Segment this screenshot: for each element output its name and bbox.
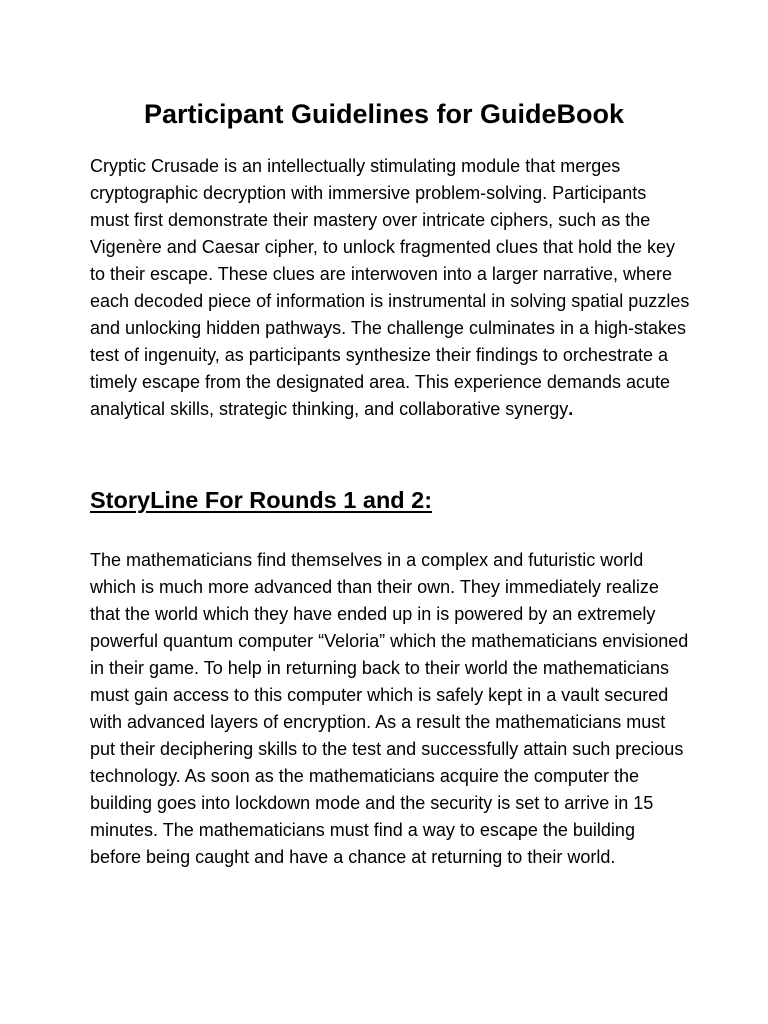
storyline-heading: StoryLine For Rounds 1 and 2: — [90, 487, 433, 513]
intro-paragraph — [90, 153, 690, 423]
document-title: Participant Guidelines for GuideBook — [143, 99, 625, 129]
storyline-paragraph: The mathematicians find themselves in a complex and futuristic world which is much more advanced than their own. They immediately realize that the world which they have ended up in is powered by an extremely powerful quantum computer “Veloria” which the mathematicians envisioned in their game. To help in returning back to their world the mathematicians must gain access to this computer which is safely kept in a vault secured with advanced layers of encryption. As a result the mathematicians must put their deciphering skills to the test and successfully attain such precious technology. As soon as the mathematicians acquire the computer the building goes into lockdown mode and the security is set to arrive in 15 minutes. The mathematicians must find a way to escape the building before being caught and have a chance at returning to their world. — [90, 550, 689, 867]
intro-end-mark: . — [568, 399, 574, 419]
intro-text: Cryptic Crusade is an intellectually stimulating module that merges cryptographic decryption with immersive problem-solving. Participants must first demonstrate their mastery over intricate ciphers, such as the Vigenère and Caesar cipher, to unlock fragmented clues that hold the key to their escape. These clues are interwoven into a larger narrative, where each decoded piece of information is instrumental in solving spatial puzzles and unlocking hidden pathways. The challenge culminates in a high-stakes test of ingenuity, as participants synthesize their findings to orchestrate a timely escape from the designated area. This experience demands acute analytical skills, strategic thinking, and collaborative synergy — [90, 156, 690, 419]
